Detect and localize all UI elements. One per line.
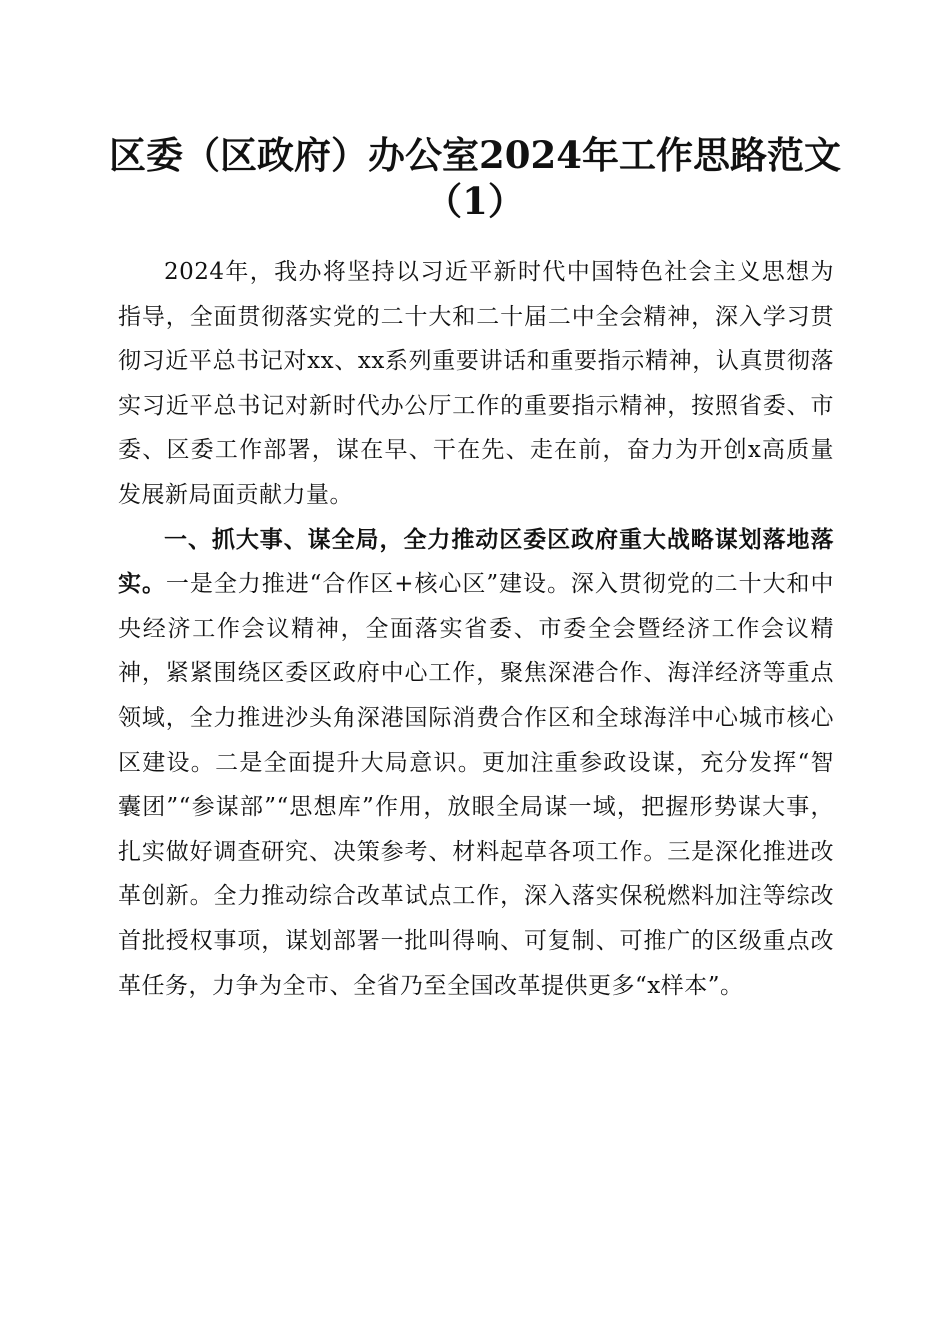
section-1-heading: 一、抓大事、谋全局，全力推动区委区政府重大战略谋划落地落实。 <box>118 526 834 598</box>
title-line-1: 区委（区政府）办公室2024年工作思路范文 <box>109 133 841 177</box>
section-1-body: 一是全力推进“合作区+核心区”建设。深入贯彻党的二十大和中央经济工作会议精神，全面落实省委、市委全会暨经济工作会议精神，紧紧围绕区委区政府中心工作，聚焦深港合作、海洋经济等重点领域，全力推进沙头角深港国际消费合作区和全球海洋中心城市核心区建设。二是全面提升大局意识。更加注重参政设谋，充分发挥“智囊团”“参谋部”“思想库”作用，放眼全局谋一域，把握形势谋大事，扎实做好调查研究、决策参考、材料起草各项工作。三是深化推进改革创新。全力推动综合改革试点工作，深入落实保税燃料加注等综改首批授权事项，谋划部署一批叫得响、可复制、可推广的区级重点改革任务，力争为全市、全省乃至全国改革提供更多“x样本”。 <box>118 571 834 999</box>
section-1-paragraph <box>118 518 834 1009</box>
intro-paragraph: 2024年，我办将坚持以习近平新时代中国特色社会主义思想为指导，全面贯彻落实党的二十大和二十届二中全会精神，深入学习贯彻习近平总书记对xx、xx系列重要讲话和重要指示精神，认真贯彻落实习近平总书记对新时代办公厅工作的重要指示精神，按照省委、市委、区委工作部署，谋在早、干在先、走在前，奋力为开创x高质量发展新局面贡献力量。 <box>118 259 834 508</box>
document-body <box>118 250 834 1008</box>
title-line-2: （1） <box>425 179 525 223</box>
document-title <box>100 132 850 224</box>
